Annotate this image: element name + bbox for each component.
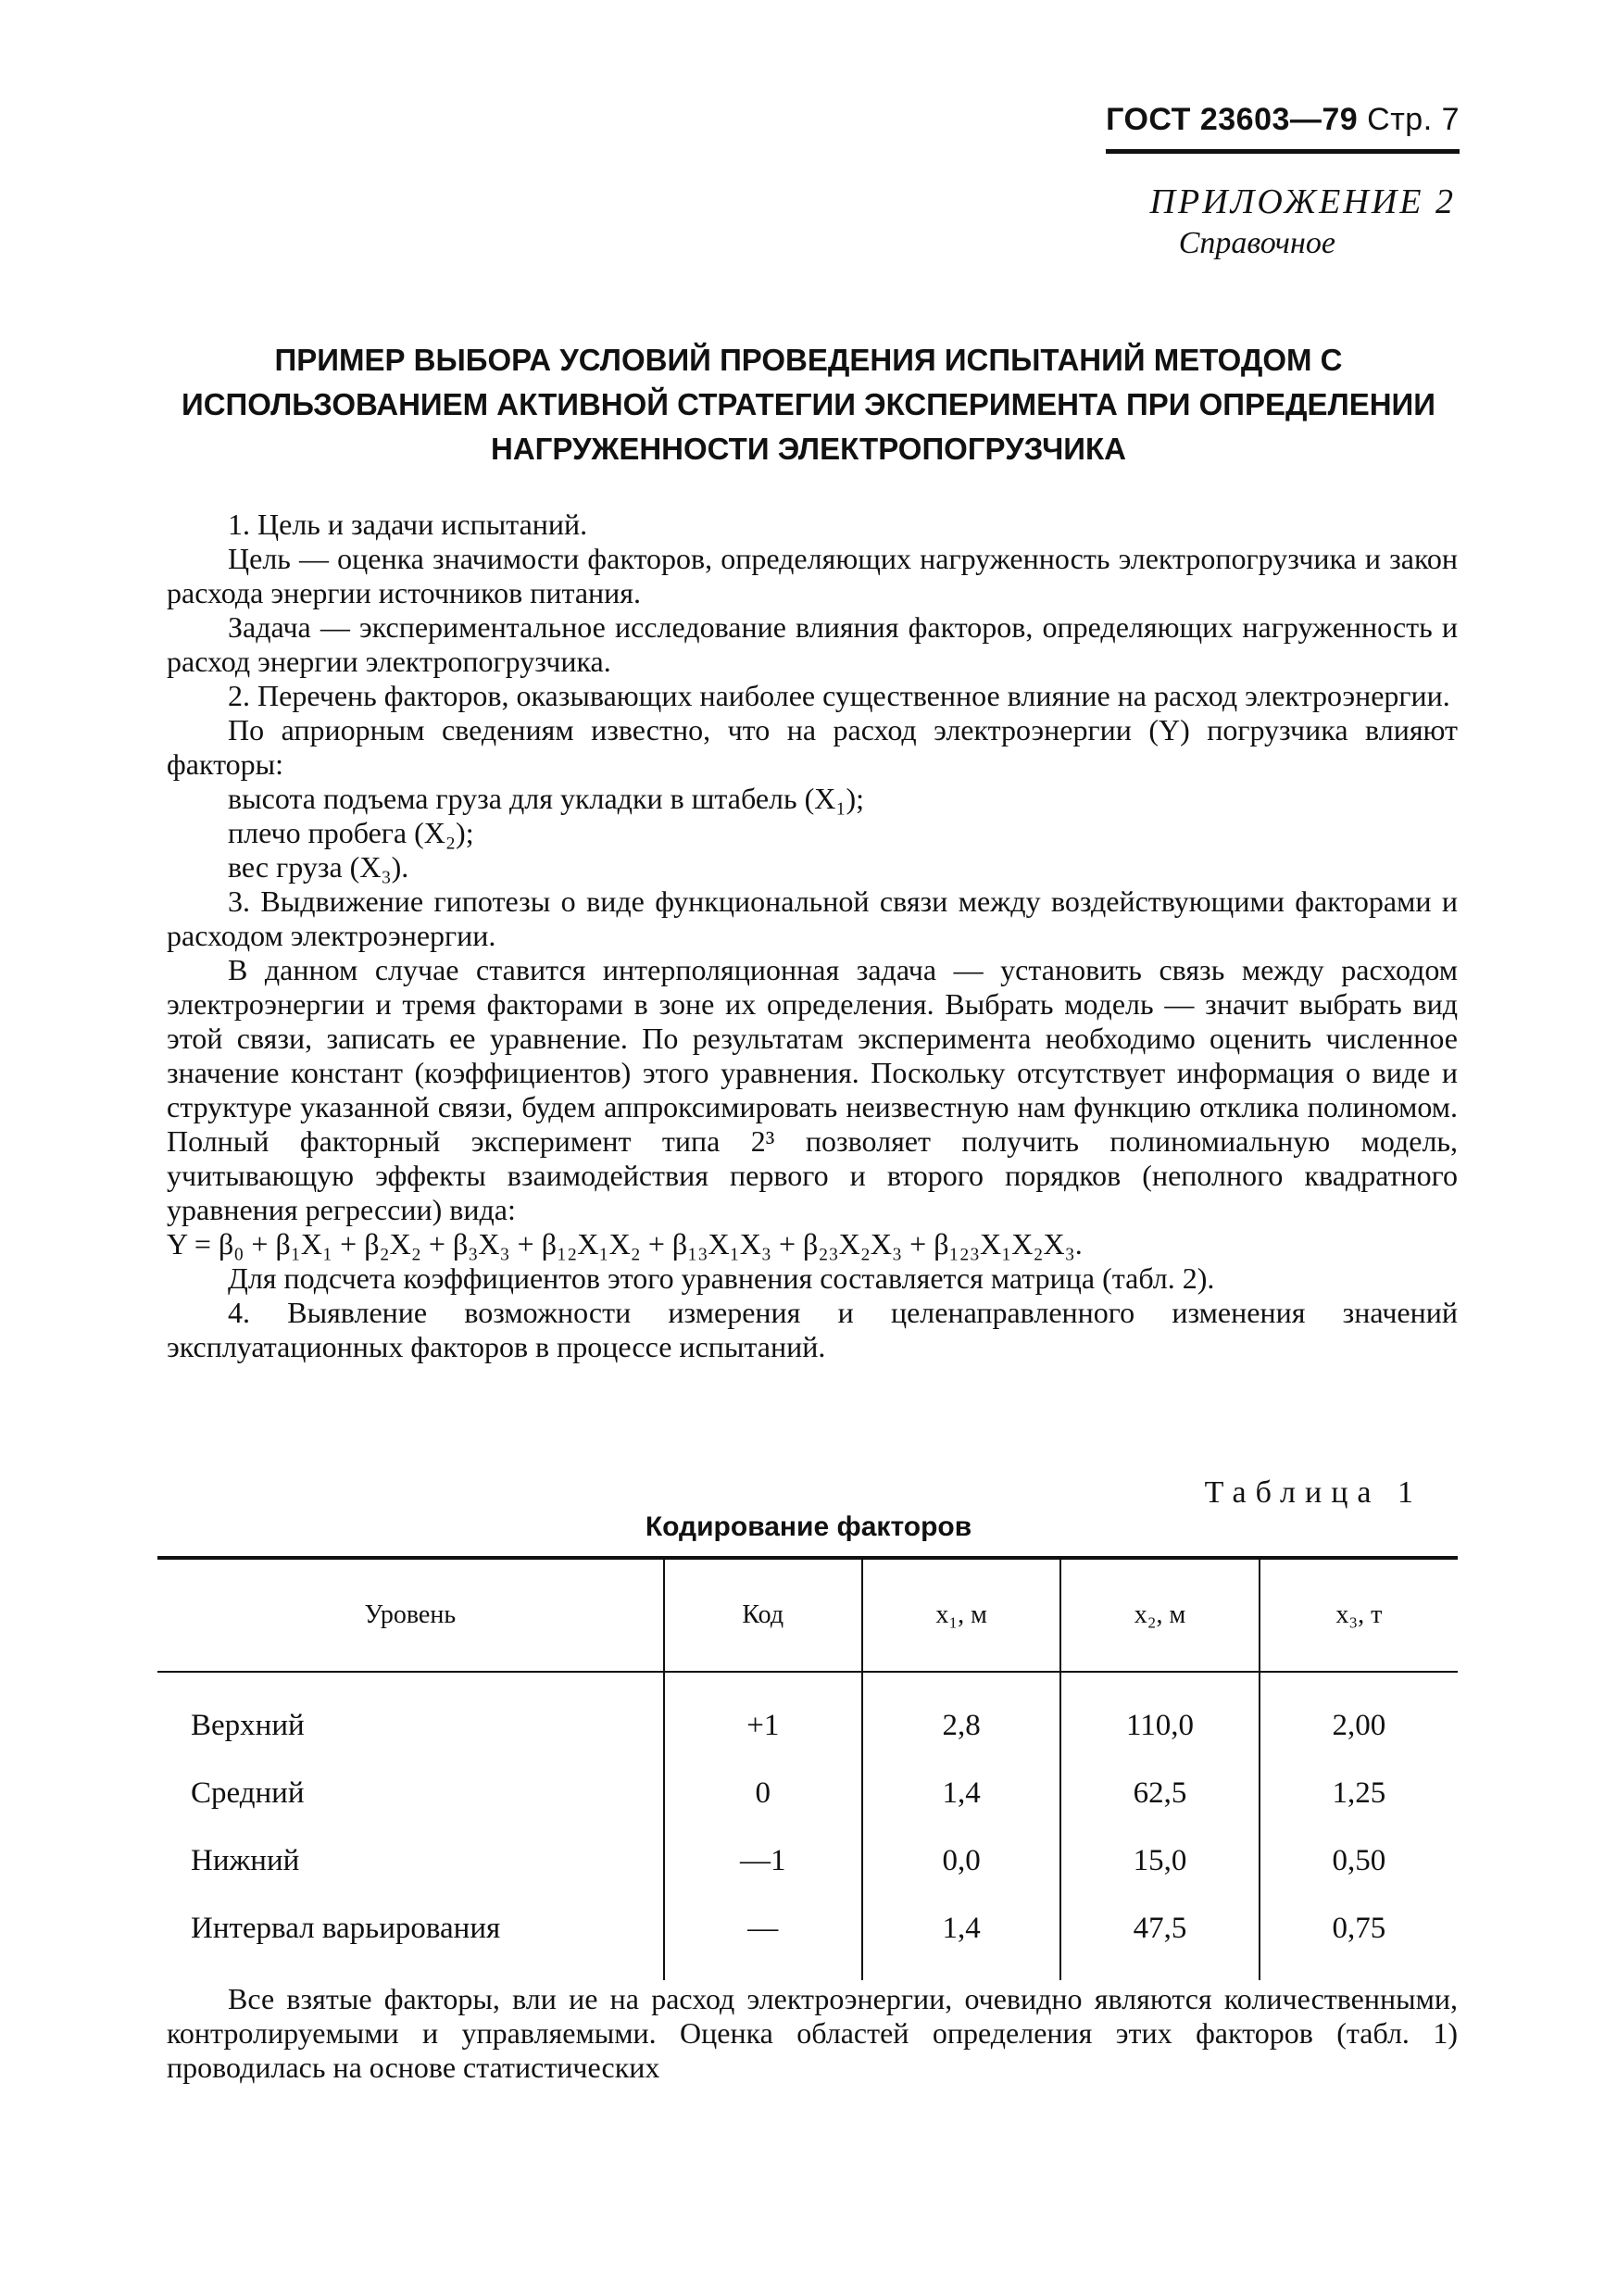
section-4-heading: 4. Выявление возможности измерения и целенаправленного изменения значений эксплуатационных факторов в процессе испытаний. [167, 1296, 1458, 1363]
table-cell: 110,0 [1060, 1672, 1259, 1760]
table-cell: 0,50 [1260, 1827, 1458, 1895]
table-cell: 0,75 [1260, 1895, 1458, 1980]
table-cell: Средний [191, 1776, 305, 1810]
table-cell: 0 [664, 1760, 862, 1827]
column-header-x3: x₃, т [1260, 1558, 1458, 1672]
hypothesis-paragraph: В данном случае ставится интерполяционная задача — установить связь между расходом электроэнергии и тремя факторами в зоне их определения. Выбрать модель — значит выбрать вид этой связи, записать ее уравнение. По результатам эксперимента необходимо оценить численное значение констант (коэффициентов) этого уравнения. Поскольку отсутствует информация о виде и структуре указанной связи, будем аппроксимировать неизвестную нам функцию отклика полиномом. Полный факторный эксперимент типа 2³ позволяет получить полиномиальную модель, учитывающую эффекты взаимодействия первого и второго порядков (неполного квадратного уравнения регрессии) вида: [167, 953, 1458, 1226]
table-cell: 2,00 [1260, 1672, 1458, 1760]
column-header-x2: x₂, м [1060, 1558, 1259, 1672]
table-caption: Кодирование факторов [645, 1512, 972, 1542]
body-text [167, 508, 1458, 1364]
appendix-subtitle: Справочное [1178, 226, 1335, 260]
table-cell: Верхний [191, 1709, 305, 1742]
column-header-x1: x₁, м [862, 1558, 1060, 1672]
goal-paragraph: Цель — оценка значимости факторов, определяющих нагруженность электропогрузчика и закон расхода энергии источников питания. [167, 542, 1458, 609]
table-cell: — [664, 1895, 862, 1980]
page-number: Стр. 7 [1367, 102, 1460, 137]
table-cell: 1,4 [862, 1760, 1060, 1827]
appendix-title: ПРИЛОЖЕНИЕ 2 [1149, 182, 1456, 221]
standard-number: ГОСТ 23603—79 [1106, 102, 1359, 137]
table-row [157, 1827, 1458, 1895]
table-row [157, 1672, 1458, 1760]
table-cell: 0,0 [862, 1827, 1060, 1895]
page-header [1106, 102, 1460, 154]
table-cell: —1 [664, 1827, 862, 1895]
table-cell: 1,4 [862, 1895, 1060, 1980]
closing-text [167, 1982, 1458, 2085]
section-1-heading: 1. Цель и задачи испытаний. [228, 508, 588, 541]
matrix-paragraph: Для подсчета коэффициентов этого уравнения составляется матрица (табл. 2). [228, 1261, 1215, 1295]
table-cell: 1,25 [1260, 1760, 1458, 1827]
table-cell: Нижний [191, 1844, 300, 1877]
column-header-code: Код [664, 1558, 862, 1672]
table-label: Таблица 1 [1204, 1475, 1423, 1510]
factor-list-item: вес груза (X₃). [228, 850, 409, 884]
table-cell: 47,5 [1060, 1895, 1259, 1980]
factor-list-item: плечо пробега (X₂); [228, 816, 474, 849]
task-paragraph: Задача — экспериментальное исследование влияния факторов, определяющих нагруженность и расход энергии электропогрузчика. [167, 610, 1458, 678]
factors-intro-paragraph: По априорным сведениям известно, что на расход электроэнергии (Y) погрузчика влияют факторы: [167, 713, 1458, 781]
factor-coding-table [157, 1556, 1458, 1980]
table-header-row [157, 1558, 1458, 1672]
table-row [157, 1760, 1458, 1827]
table-cell: 15,0 [1060, 1827, 1259, 1895]
factor-list-item: высота подъема груза для укладки в штабель (X₁); [228, 782, 865, 815]
closing-paragraph: Все взятые факторы, вли ие на расход электроэнергии, очевидно являются количественными, контролируемыми и управляемыми. Оценка областей определения этих факторов (табл. 1) проводилась на основе статистических [167, 1982, 1458, 2084]
table-cell: +1 [664, 1672, 862, 1760]
table-row [157, 1895, 1458, 1980]
document-title: ПРИМЕР ВЫБОРА УСЛОВИЙ ПРОВЕДЕНИЯ ИСПЫТАНИЙ МЕТОДОМ С ИСПОЛЬЗОВАНИЕМ АКТИВНОЙ СТРАТЕГИИ ЭКСПЕРИМЕНТА ПРИ ОПРЕДЕЛЕНИИ НАГРУЖЕННОСТИ ЭЛЕКТРОПОГРУЗЧИКА [181, 343, 1435, 466]
table-cell: 62,5 [1060, 1760, 1259, 1827]
section-3-heading: 3. Выдвижение гипотезы о виде функциональной связи между воздействующими факторами и расходом электроэнергии. [167, 885, 1458, 952]
section-2-heading: 2. Перечень факторов, оказывающих наиболее существенное влияние на расход электроэнергии. [228, 679, 1450, 712]
regression-formula: Y = β₀ + β₁X₁ + β₂X₂ + β₃X₃ + β₁₂X₁X₂ + β₁₃X₁X₃ + β₂₃X₂X₃ + β₁₂₃X₁X₂X₃. [167, 1227, 1083, 1261]
table-cell: Интервал варьирования [191, 1912, 501, 1945]
column-header-level: Уровень [364, 1600, 457, 1629]
table-cell: 2,8 [862, 1672, 1060, 1760]
